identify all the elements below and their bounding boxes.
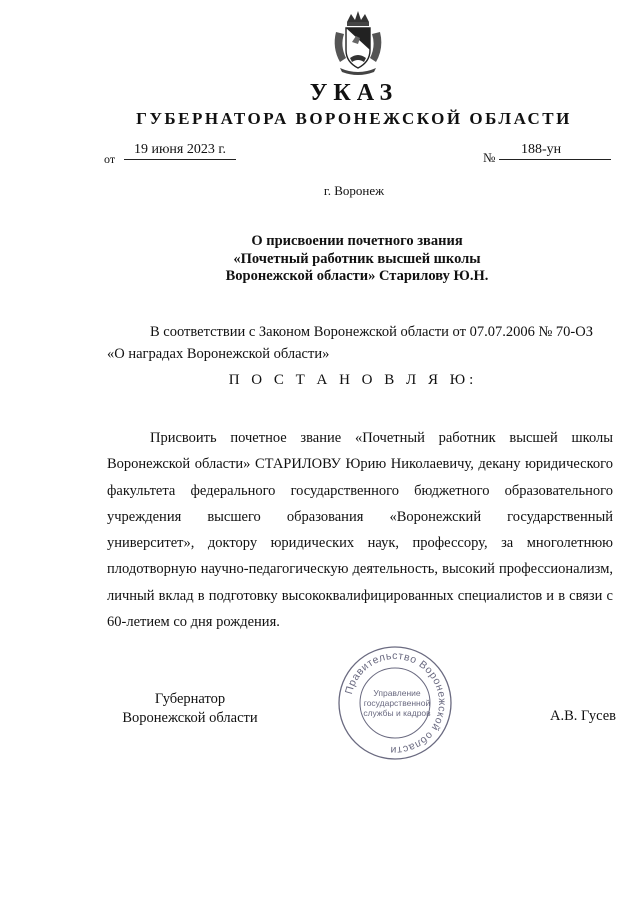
stamp-center-line: Управление <box>373 688 421 698</box>
coat-of-arms-emblem <box>330 8 386 78</box>
signatory-position <box>110 690 270 728</box>
subject-line: О присвоении почетного звания <box>251 233 463 249</box>
position-line: Воронежской области <box>122 710 258 726</box>
signatory-name: А.В. Гусев <box>550 708 616 724</box>
document-title: УКАЗ <box>309 80 399 106</box>
preamble-line: В соответствии с Законом Воронежской области от 07.07.2006 № 70-ОЗ <box>150 324 593 340</box>
preamble-line: «О наградах Воронежской области» <box>107 346 330 362</box>
voronezh-coat-of-arms-icon <box>330 8 386 78</box>
decree-body: Присвоить почетное звание «Почетный работник высшей школы Воронежской области» СТАРИЛОВУ Юрию Николаевичу, декану юридического факультета федерального государственного бюджетного образовательного учреждения высшего образования «Воронежский государственный университет», доктору юридических наук, профессору, за многолетнюю плодотворную научно-педагогическую деятельность, высокий профессионализм, личный вклад в подготовку высококвалифицированных специалистов и в связи с 60-летием со дня рождения. <box>107 430 613 631</box>
document-date <box>104 142 236 164</box>
stamp-ring-text: Правительство Воронежской области <box>342 649 449 757</box>
stamp-seal <box>336 644 454 762</box>
stamp-center-line: государственной <box>363 698 431 708</box>
document-subject <box>0 233 640 286</box>
document-subtitle: ГУБЕРНАТОРА ВОРОНЕЖСКОЙ ОБЛАСТИ <box>136 109 572 128</box>
subject-line: Воронежской области» Старилову Ю.Н. <box>225 268 489 284</box>
date-prefix: от <box>104 152 116 166</box>
subject-line: «Почетный работник высшей школы <box>233 250 481 267</box>
date-value: 19 июня 2023 г. <box>124 142 236 160</box>
preamble-paragraph <box>107 321 612 365</box>
document-city: г. Воронеж <box>323 183 385 198</box>
official-stamp <box>336 644 454 762</box>
decree-word: П О С Т А Н О В Л Я Ю: <box>228 372 478 388</box>
number-prefix: № <box>483 150 496 165</box>
position-line: Губернатор <box>154 691 226 707</box>
stamp-center-line: службы и кадров <box>363 708 431 718</box>
number-value: 188-ун <box>499 142 611 160</box>
document-number <box>483 142 611 164</box>
